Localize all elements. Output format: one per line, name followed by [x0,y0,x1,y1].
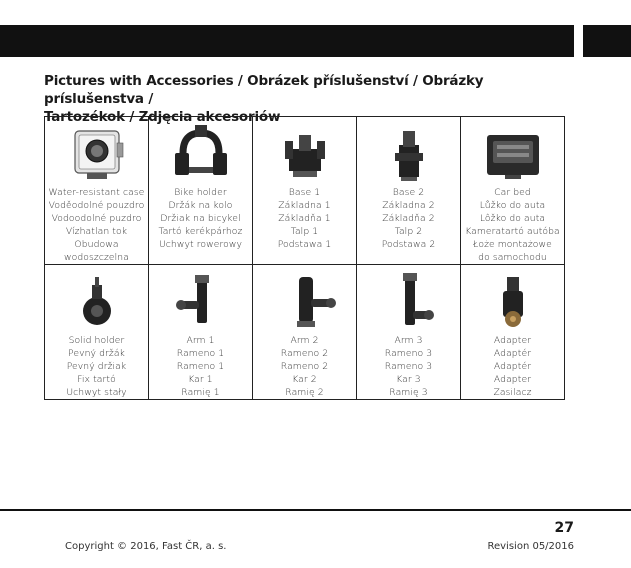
accessory-name: Arm 1 [186,335,215,346]
accessory-name: Solid holder [68,335,125,346]
accessory-name: Rameno 3 [384,348,433,359]
accessory-name: Tartó kerékpárhoz [158,226,243,237]
accessory-name: Lôžko do auta [479,213,546,224]
solid-holder-icon [57,271,137,331]
footer-divider [0,509,631,511]
adapter-icon [473,271,553,331]
accessory-name: Zasilacz [493,387,532,398]
accessory-cell [461,117,565,265]
accessory-name: do samochodu [478,252,547,263]
arm-1-icon [161,271,241,331]
water-resistant-case-icon [57,123,137,183]
header-bar [0,25,574,57]
table-row [45,117,565,265]
accessory-name: wodoszczelna [64,252,129,263]
accessory-name: Držák na kolo [168,200,233,211]
accessory-name: Adaptér [493,361,532,372]
arm-2-icon [265,271,345,331]
accessory-name: Talp 2 [394,226,423,237]
accessory-name: Rameno 3 [384,361,433,372]
accessories-table [44,116,565,400]
accessory-name: Uchwyt stały [66,387,127,398]
copyright-text: Copyright © 2016, Fast ČR, a. s. [65,541,227,552]
accessory-name: Rameno 1 [176,348,225,359]
accessory-name: Základňa 1 [278,213,331,224]
accessory-cell [45,117,149,265]
accessory-name: Vodoodolné puzdro [51,213,142,224]
heading-line-1: Pictures with Accessories / Obrázek příslušenství / Obrázky príslušenstva / [44,73,484,107]
accessory-name: Car bed [494,187,531,198]
accessory-name: Talp 1 [290,226,319,237]
accessory-name: Rameno 2 [280,361,329,372]
accessory-name: Kar 1 [188,374,213,385]
accessory-name: Základňa 2 [382,213,435,224]
revision-text: Revision 05/2016 [487,541,574,552]
accessory-name: Kameratartó autóba [465,226,560,237]
table-row [45,265,565,400]
accessory-name: Základna 2 [382,200,435,211]
heading-line-2: Tartozékok / Zdjęcia akcesoriów [44,109,281,125]
accessory-name: Base 1 [288,187,321,198]
car-bed-icon [473,123,553,183]
accessory-name: Adaptér [493,348,532,359]
accessory-name: Pevný držiak [66,361,127,372]
accessory-name: Rameno 2 [280,348,329,359]
accessory-name: Obudowa [74,239,119,250]
accessory-name: Adapter [493,335,532,346]
accessory-name: Łoże montażowe [473,239,552,250]
accessory-cell [253,265,357,400]
accessory-name: Arm 2 [290,335,319,346]
header-tab-block [583,25,631,57]
accessory-name: Kar 3 [396,374,421,385]
accessory-name: Fix tartó [77,374,116,385]
accessory-cell [253,117,357,265]
accessory-cell [357,265,461,400]
accessory-name: Arm 3 [394,335,423,346]
accessory-cell [149,265,253,400]
accessory-name: Rameno 1 [176,361,225,372]
accessory-name: Adapter [493,374,532,385]
accessory-cell [149,117,253,265]
accessory-name: Voděodolné pouzdro [48,200,145,211]
accessory-cell [45,265,149,400]
accessory-name: Ramię 2 [285,387,324,398]
arm-3-icon [369,271,449,331]
accessory-name: Kar 2 [292,374,317,385]
base-2-icon [369,123,449,183]
accessory-name: Water-resistant case [48,187,145,198]
accessory-name: Pevný držák [68,348,125,359]
accessory-name: Ramię 1 [181,387,220,398]
accessory-cell [357,117,461,265]
accessory-name: Vízhatlan tok [65,226,128,237]
accessory-name: Bike holder [174,187,227,198]
accessory-name: Základna 1 [278,200,331,211]
accessory-name: Podstawa 1 [277,239,332,250]
accessory-name: Držiak na bicykel [160,213,241,224]
accessory-cell [461,265,565,400]
accessory-name: Lůžko do auta [479,200,546,211]
accessory-name: Uchwyt rowerowy [158,239,243,250]
accessory-name: Podstawa 2 [381,239,436,250]
page-number: 27 [554,520,574,536]
base-1-icon [265,123,345,183]
accessory-name: Base 2 [392,187,425,198]
accessory-name: Ramię 3 [389,387,428,398]
bike-holder-icon [161,123,241,183]
